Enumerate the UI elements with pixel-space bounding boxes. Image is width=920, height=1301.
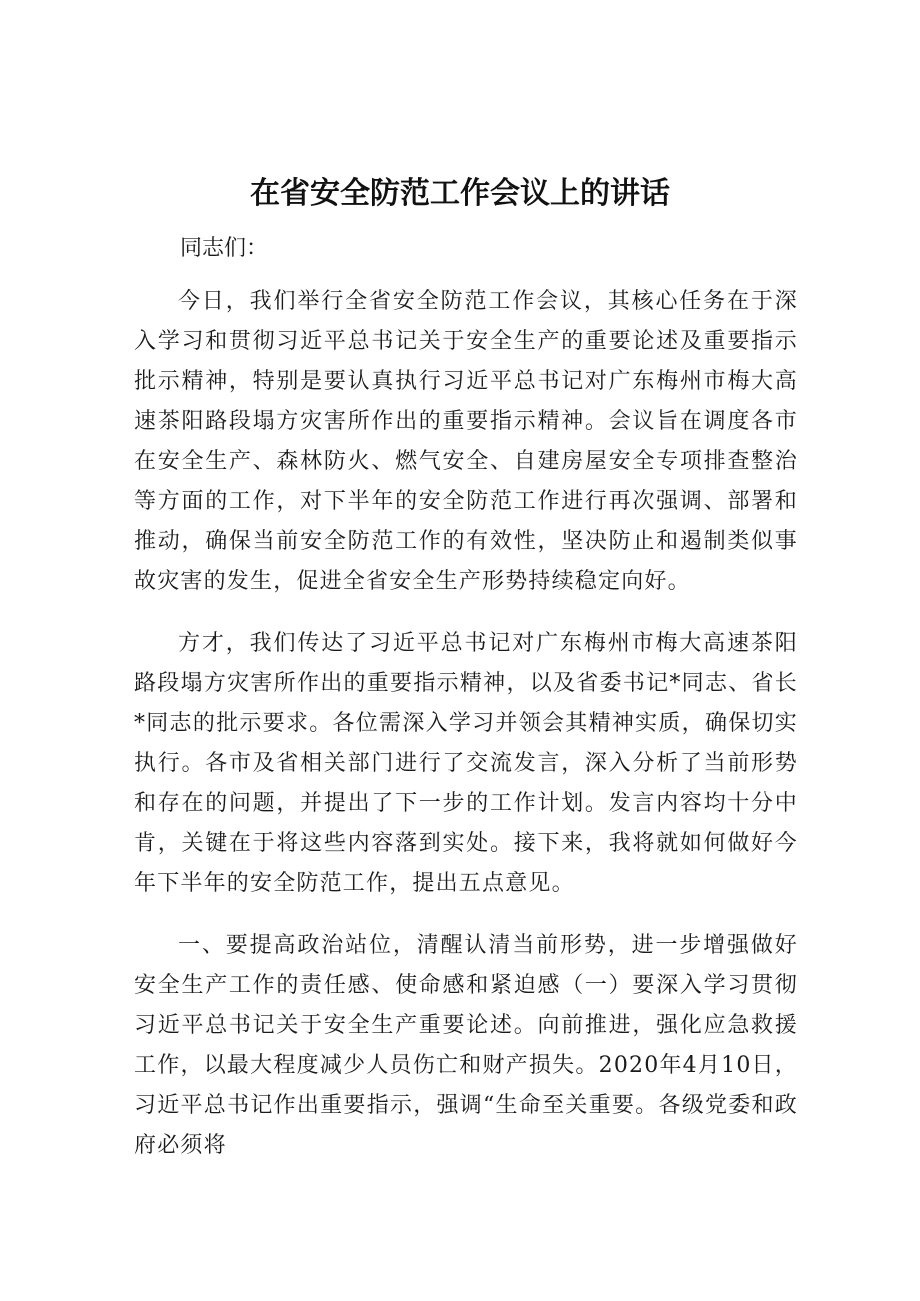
document-title: 在省安全防范工作会议上的讲话 <box>250 176 670 211</box>
paragraph-1: 今日，我们举行全省安全防范工作会议，其核心任务在于深入学习和贯彻习近平总书记关于安全生产的重要论述及重要指示批示精神，特别是要认真执行习近平总书记对广东梅州市梅大高速茶阳路段塌方灾害所作出的重要指示精神。会议旨在调度各市在安全生产、森林防火、燃气安全、自建房屋安全专项排查整治等方面的工作，对下半年的安全防范工作进行再次强调、部署和推动，确保当前安全防范工作的有效性，坚决防止和遏制类似事故灾害的发生，促进全省安全生产形势持续稳定向好。 <box>134 289 798 594</box>
salutation: 同志们： <box>180 236 269 261</box>
paragraph-2: 方才，我们传达了习近平总书记对广东梅州市梅大高速茶阳路段塌方灾害所作出的重要指示精神，以及省委书记*同志、省长*同志的批示要求。各位需深入学习并领会其精神实质，确保切实执行。各市及省相关部门进行了交流发言，深入分析了当前形势和存在的问题，并提出了下一步的工作计划。发言内容均十分中肯，关键在于将这些内容落到实处。接下来，我将就如何做好今年下半年的安全防范工作，提出五点意见。 <box>134 631 798 896</box>
document-body <box>134 282 798 1188</box>
paragraph-3: 一、要提高政治站位，清醒认清当前形势，进一步增强做好安全生产工作的责任感、使命感和紧迫感（一）要深入学习贯彻习近平总书记关于安全生产重要论述。向前推进，强化应急救援工作，以最大程度减少人员伤亡和财产损失。2020年4月10日，习近平总书记作出重要指示，强调“生命至关重要。各级党委和政府必须将 <box>134 933 798 1158</box>
